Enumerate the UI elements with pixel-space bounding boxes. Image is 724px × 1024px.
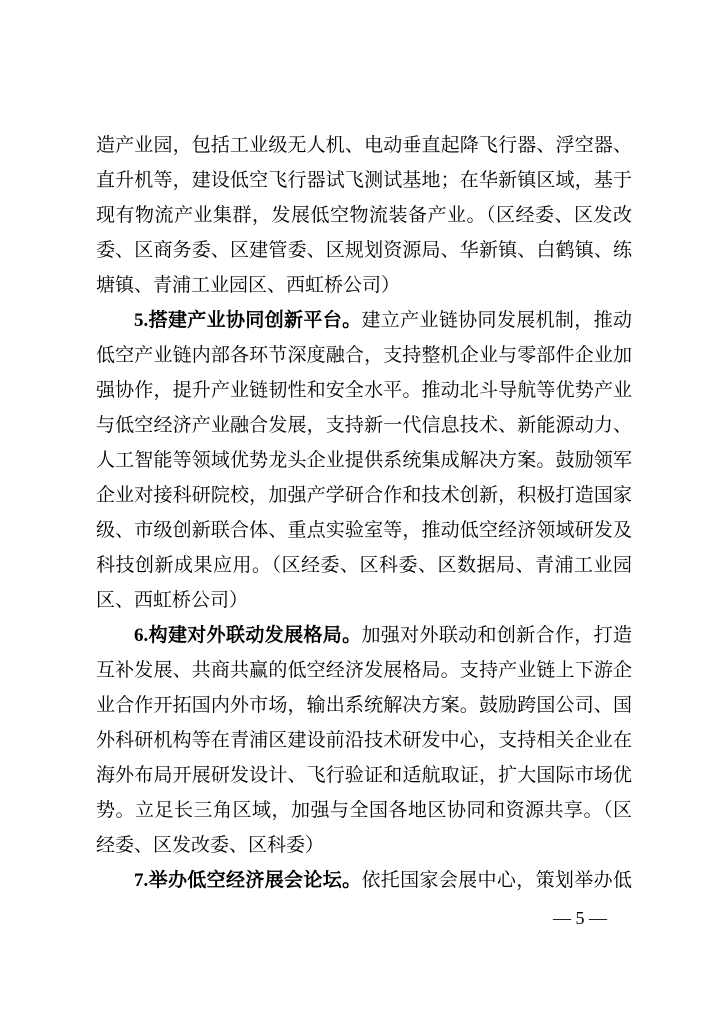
document-body (96, 128, 632, 898)
section-number: 6. (134, 625, 149, 646)
section-heading: 举办低空经济展会论坛。 (148, 869, 362, 891)
text-line: 人工智能等领域优势龙头企业提供系统集成解决方案。鼓励领军 (96, 449, 632, 471)
text-line: 外科研机构等在青浦区建设前沿技术研发中心，支持相关企业在 (96, 729, 632, 751)
section-heading: 搭建产业协同创新平台。 (148, 309, 362, 331)
text-line: 区、西虹桥公司） (96, 589, 249, 611)
text-line: 经委、区发改委、区科委） (96, 834, 325, 856)
section-6 (96, 618, 632, 863)
text-line: 业合作开拓国内外市场，输出系统解决方案。鼓励跨国公司、国 (96, 694, 632, 716)
section-number: 5. (134, 310, 149, 331)
text-line: 造产业园，包括工业级无人机、电动垂直起降飞行器、浮空器、 (96, 134, 632, 156)
text-line: 低空产业链内部各环节深度融合，支持整机企业与零部件企业加 (96, 344, 632, 366)
text-line: 企业对接科研院校，加强产学研合作和技术创新，积极打造国家 (96, 484, 632, 506)
text-line: 与低空经济产业融合发展，支持新一代信息技术、新能源动力、 (96, 414, 632, 436)
text-line: 级、市级创新联合体、重点实验室等，推动低空经济领域研发及 (96, 519, 632, 541)
text-line: 强协作，提升产业链韧性和安全水平。推动北斗导航等优势产业 (96, 379, 632, 401)
section-text: 依托国家会展中心，策划举办低 (361, 869, 632, 891)
section-heading: 构建对外联动发展格局。 (148, 624, 362, 646)
section-number: 7. (134, 870, 149, 891)
text-line: 科技创新成果应用。（区经委、区科委、区数据局、青浦工业园 (96, 554, 632, 576)
text-line: 现有物流产业集群，发展低空物流装备产业。（区经委、区发改 (96, 204, 632, 226)
paragraph-continuation (96, 128, 632, 303)
section-first-line (96, 863, 632, 898)
text-line: 互补发展、共商共赢的低空经济发展格局。支持产业链上下游企 (96, 659, 632, 681)
text-line: 直升机等，建设低空飞行器试飞测试基地；在华新镇区域，基于 (96, 169, 632, 191)
section-5 (96, 303, 632, 618)
text-line: 委、区商务委、区建管委、区规划资源局、华新镇、白鹤镇、练 (96, 239, 632, 261)
section-text: 建立产业链协同发展机制，推动 (361, 309, 632, 331)
section-first-line (96, 618, 632, 653)
text-line: 塘镇、青浦工业园区、西虹桥公司） (96, 274, 401, 296)
section-first-line (96, 303, 632, 338)
text-line: 海外布局开展研发设计、飞行验证和适航取证，扩大国际市场优 (96, 764, 632, 786)
section-7 (96, 863, 632, 898)
page-number: — 5 — (553, 908, 607, 928)
section-text: 加强对外联动和创新合作，打造 (361, 624, 632, 646)
text-line: 势。立足长三角区域，加强与全国各地区协同和资源共享。（区 (96, 799, 632, 821)
